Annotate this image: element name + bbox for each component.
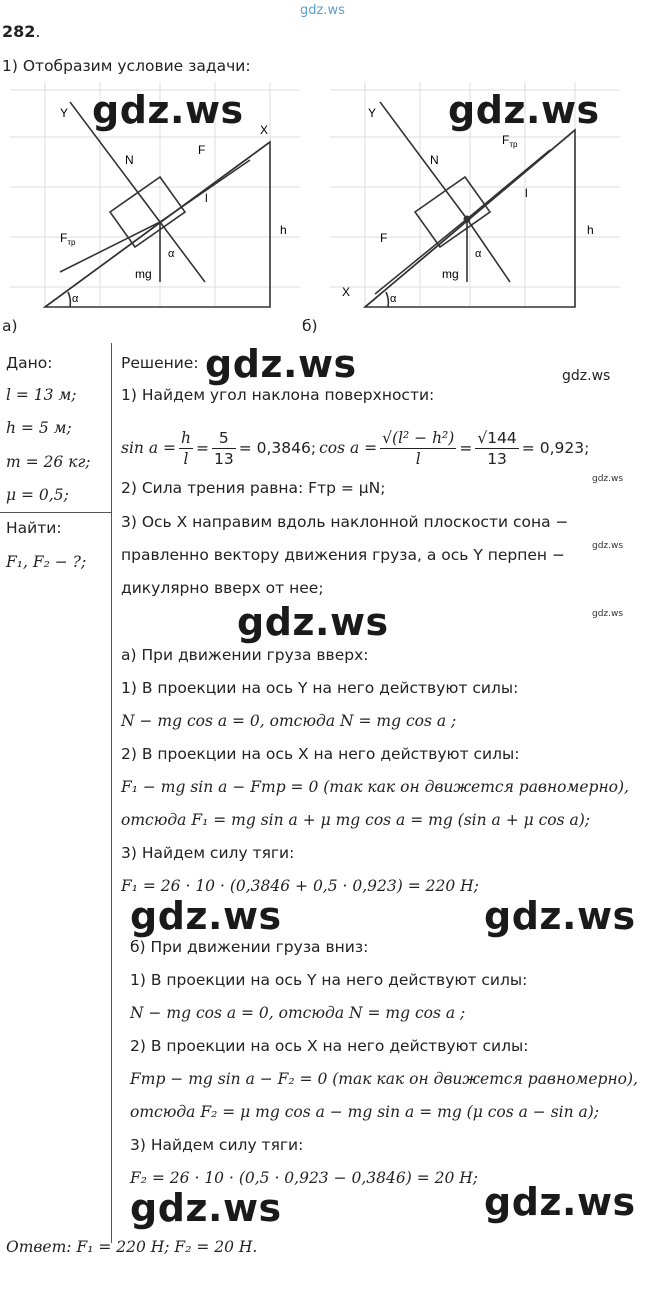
watermark-lower-right: gdz.ws <box>484 894 636 938</box>
given-mu: μ = 0,5; <box>6 486 69 504</box>
given-m: m = 26 кг; <box>6 453 91 471</box>
given-title: Дано: <box>6 354 53 372</box>
label-ftr-b <box>502 133 518 149</box>
frac-sqrt-144-den: 13 <box>487 449 507 468</box>
watermark-solution: gdz.ws <box>205 342 357 386</box>
find-title: Найти: <box>6 519 62 537</box>
watermark-tiny-1: gdz.ws <box>592 474 624 484</box>
part-a-eq-3: отсюда F₁ = mg sin a + μ mg cos a = mg (sin a + μ cos a); <box>121 811 591 829</box>
label-alpha-b: α <box>390 293 397 305</box>
part-b-step-3: 3) Найдем силу тяги: <box>130 1136 304 1154</box>
cos-prefix: cos a = <box>319 439 378 457</box>
problem-number <box>2 22 41 41</box>
label-mg-b: mg <box>442 267 459 281</box>
label-n-a: N <box>125 153 134 167</box>
watermark-middle: gdz.ws <box>237 600 389 644</box>
part-a-step-1: 1) В проекции на ось Y на него действуют силы: <box>121 679 519 697</box>
part-a-eq-1: N − mg cos a = 0, отсюда N = mg cos a ; <box>121 712 457 730</box>
sin-prefix: sin a = <box>121 439 176 457</box>
label-l-a: l <box>205 191 208 205</box>
label-n-b: N <box>430 153 439 167</box>
part-b-result: F₂ = 26 · 10 · (0,5 · 0,923 − 0,3846) = 20 Н; <box>130 1169 479 1187</box>
given-l: l = 13 м; <box>6 386 77 404</box>
part-b-step-2: 2) В проекции на ось X на него действуют силы: <box>130 1037 529 1055</box>
label-h-a: h <box>280 223 287 237</box>
sin-value: = 0,3846; <box>238 439 317 457</box>
frac-sqrt-144 <box>475 428 518 469</box>
watermark-figure-a: gdz.ws <box>92 88 244 132</box>
label-y-a: Y <box>60 106 69 120</box>
watermark-tiny-2: gdz.ws <box>592 541 624 551</box>
label-x-a: X <box>260 123 269 137</box>
part-b-step-1: 1) В проекции на ось Y на него действуют силы: <box>130 971 528 989</box>
watermark-figure-b: gdz.ws <box>448 88 600 132</box>
frac-sqrt-den: l <box>415 449 421 468</box>
label-alpha-b-top: α <box>475 248 482 260</box>
problem-number-text: 282 <box>2 22 36 41</box>
problem-number-dot: . <box>35 22 41 41</box>
cos-value: = 0,923; <box>521 439 590 457</box>
find-values: F₁, F₂ − ?; <box>6 553 87 571</box>
frac-5-13 <box>212 428 236 469</box>
solution-step-2: 2) Сила трения равна: Fтр = μN; <box>121 479 386 497</box>
given-h: h = 5 м; <box>6 419 72 437</box>
watermark-lower-left: gdz.ws <box>130 894 282 938</box>
part-b-eq-1: N − mg cos a = 0, отсюда N = mg cos a ; <box>130 1004 466 1022</box>
caption-b: б) <box>302 317 318 335</box>
normal-line-b <box>467 219 510 282</box>
frac-sqrt-num: √(l² − h²) <box>382 428 455 447</box>
answer: Ответ: F₁ = 220 Н; F₂ = 20 Н. <box>6 1238 258 1256</box>
solution-step-3a: 3) Ось X направим вдоль наклонной плоскости сона − <box>121 513 569 531</box>
friction-arrow-b <box>467 150 550 219</box>
frac-sqrt-144-num: √144 <box>477 428 517 447</box>
solution-step-3b: правленно вектору движения груза, а ось Y перпен − <box>121 546 565 564</box>
part-a-result: F₁ = 26 · 10 · (0,3846 + 0,5 · 0,923) = 220 Н; <box>121 877 479 895</box>
force-arrow-b <box>375 219 467 294</box>
label-x-b: X <box>342 285 351 299</box>
part-b-eq-2: Fтр − mg sin a − F₂ = 0 (так как он движется равномерно), <box>130 1070 638 1088</box>
label-ftr-a <box>60 231 76 247</box>
label-alpha-a-top: α <box>168 248 175 260</box>
watermark-small-1: gdz.ws <box>562 368 611 384</box>
watermark-top: gdz.ws <box>300 3 345 18</box>
x-axis-a <box>45 142 270 307</box>
angle-arc-a <box>68 292 70 307</box>
part-a-title: а) При движении груза вверх: <box>121 646 369 664</box>
part-a-eq-2: F₁ − mg sin a − Fтр = 0 (так как он движется равномерно), <box>121 778 629 796</box>
frac-sqrt <box>380 428 456 469</box>
frac-h-l-num: h <box>180 428 191 447</box>
label-ftr-b-main: F <box>502 133 510 147</box>
label-ftr-b-sub: тр <box>509 140 518 149</box>
label-ftr-a-main: F <box>60 231 68 245</box>
label-alpha-a: α <box>72 293 79 305</box>
frac-5-13-num: 5 <box>212 428 236 449</box>
label-h-b: h <box>587 223 594 237</box>
normal-line-a <box>160 222 205 282</box>
angle-formula: sin a = $\frac{h}{l}$ = $\frac{5}{13}$ = 0,3846; cos a = $\frac{\text{√(l² − h²)}}{l}$ = $\frac{√144}{13}$ = 0,923; <box>121 428 590 468</box>
solution-title: Решение: <box>121 354 199 372</box>
part-a-step-3: 3) Найдем силу тяги: <box>121 844 295 862</box>
watermark-tiny-3: gdz.ws <box>592 609 624 619</box>
frac-h-l <box>179 428 193 469</box>
label-f-a: F <box>198 143 206 157</box>
solution-step-1: 1) Найдем угол наклона поверхности: <box>121 386 435 404</box>
given-divider-horizontal <box>0 512 112 513</box>
solution-step-3c: дикулярно вверх от нее; <box>121 579 324 597</box>
label-mg-a: mg <box>135 267 152 281</box>
center-point-b <box>464 216 471 223</box>
caption-a: а) <box>2 317 18 335</box>
friction-arrow-a <box>60 222 160 272</box>
part-a-step-2: 2) В проекции на ось X на него действуют силы: <box>121 745 520 763</box>
frac-h-l-den: l <box>183 449 189 468</box>
step-intro: 1) Отобразим условие задачи: <box>2 57 251 75</box>
label-l-b: l <box>525 186 528 200</box>
watermark-bottom-left: gdz.ws <box>130 1186 282 1230</box>
given-divider-vertical <box>111 343 112 1243</box>
label-y-b: Y <box>368 106 377 120</box>
label-f-b: F <box>380 231 388 245</box>
watermark-bottom-right: gdz.ws <box>484 1180 636 1224</box>
part-b-title: б) При движении груза вниз: <box>130 938 369 956</box>
part-b-eq-3: отсюда F₂ = μ mg cos a − mg sin a = mg (μ cos a − sin a); <box>130 1103 600 1121</box>
angle-arc-b <box>386 292 388 307</box>
label-ftr-a-sub: тр <box>67 238 76 247</box>
frac-5-13-den: 13 <box>213 449 234 468</box>
